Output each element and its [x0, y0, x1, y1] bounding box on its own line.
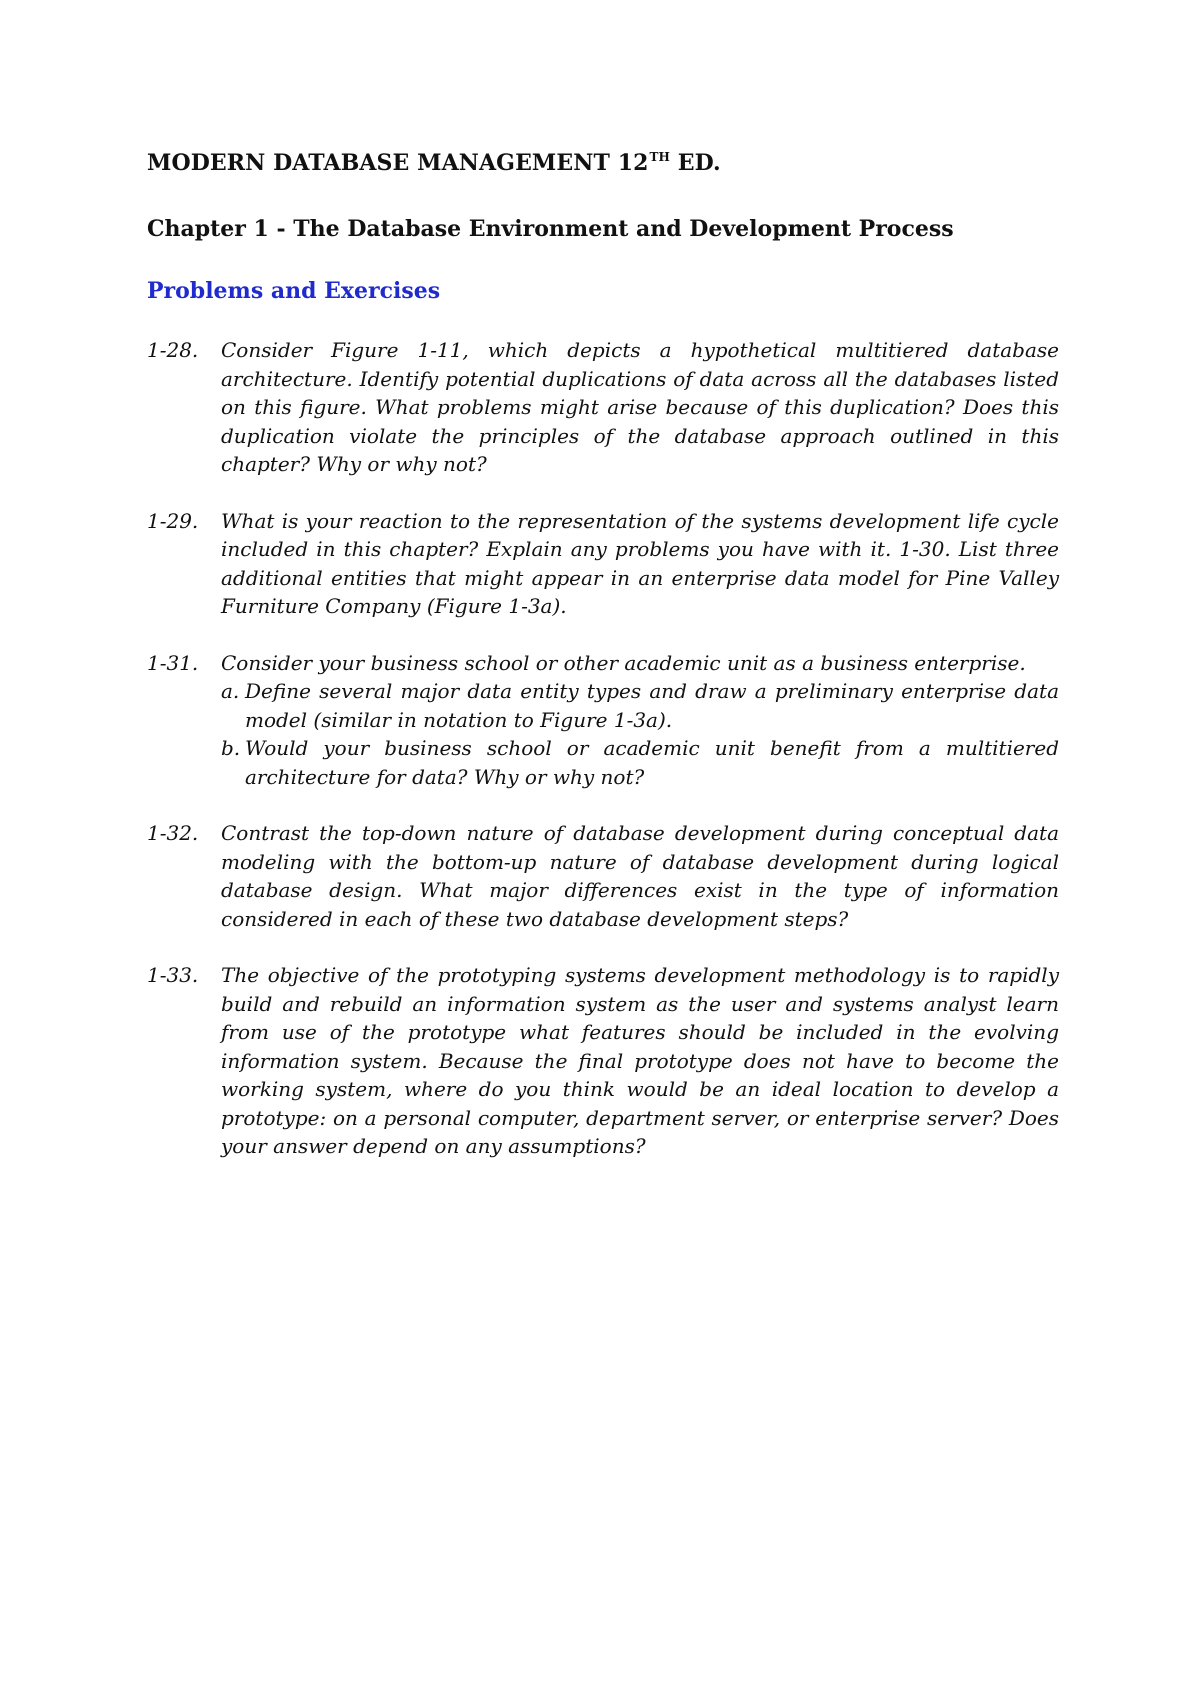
- problem-number: 1-33.: [147, 963, 199, 987]
- problem-item: [147, 507, 1059, 621]
- problems-list: [147, 336, 1059, 1189]
- title-suffix: ED.: [669, 150, 721, 176]
- problem-text: The objective of the prototyping systems development methodology is to rapidly build and rebuild an information system as the user and systems analyst learn from use of the prototype what features should be included in the evolving information system. Because the final prototype does not have to become the working system, where do you think would be an ideal location to develop a prototype: on a personal computer, department server, or enterprise server? Does your answer depend on any assumptions?: [221, 963, 1059, 1158]
- problem-subitem: [221, 734, 1059, 791]
- section-heading: Problems and Exercises: [147, 278, 441, 304]
- subitem-text: Define several major data entity types and draw a preliminary enterprise data model (similar in notation to Figure 1-3a).: [245, 679, 1059, 732]
- problem-number: 1-29.: [147, 508, 199, 533]
- problem-text: Contrast the top-down nature of database development during conceptual data modeling with the bottom-up nature of database development during logical database design. What major differences exist in the type of information considered in each of these two database development steps?: [221, 821, 1059, 931]
- problem-number: 1-32.: [147, 821, 199, 845]
- title-superscript: TH: [649, 150, 670, 164]
- problem-subitems: [221, 677, 1059, 791]
- problem-item: [147, 649, 1059, 792]
- problem-subitem: [221, 677, 1059, 734]
- chapter-heading: Chapter 1 - The Database Environment and Development Process: [147, 216, 954, 242]
- problem-item: [147, 961, 1059, 1161]
- document-title: [147, 150, 721, 176]
- subitem-letter: a.: [221, 679, 240, 703]
- problem-number: 1-31.: [147, 650, 199, 675]
- problem-number: 1-28.: [147, 338, 199, 362]
- problem-text: What is your reaction to the representation of the systems development life cycle included in this chapter? Explain any problems you have with it. 1-30. List three additional entities that might appear in an enterprise data model for Pine Valley Furniture Company (Figure 1-3a).: [221, 508, 1059, 618]
- subitem-letter: b.: [221, 736, 241, 760]
- title-main: MODERN DATABASE MANAGEMENT 12: [147, 150, 649, 176]
- problem-text: Consider Figure 1-11, which depicts a hypothetical multitiered database architecture. Identify potential duplications of data across all the databases listed on this figure. What problems might arise because of this duplication? Does this duplication violate the principles of the database approach outlined in this chapter? Why or why not?: [221, 338, 1059, 476]
- problem-text: Consider your business school or other academic unit as a business enterprise.: [221, 650, 1026, 675]
- problem-item: [147, 336, 1059, 479]
- problem-item: [147, 819, 1059, 933]
- subitem-text: Would your business school or academic unit benefit from a multitiered architecture for data? Why or why not?: [245, 736, 1059, 789]
